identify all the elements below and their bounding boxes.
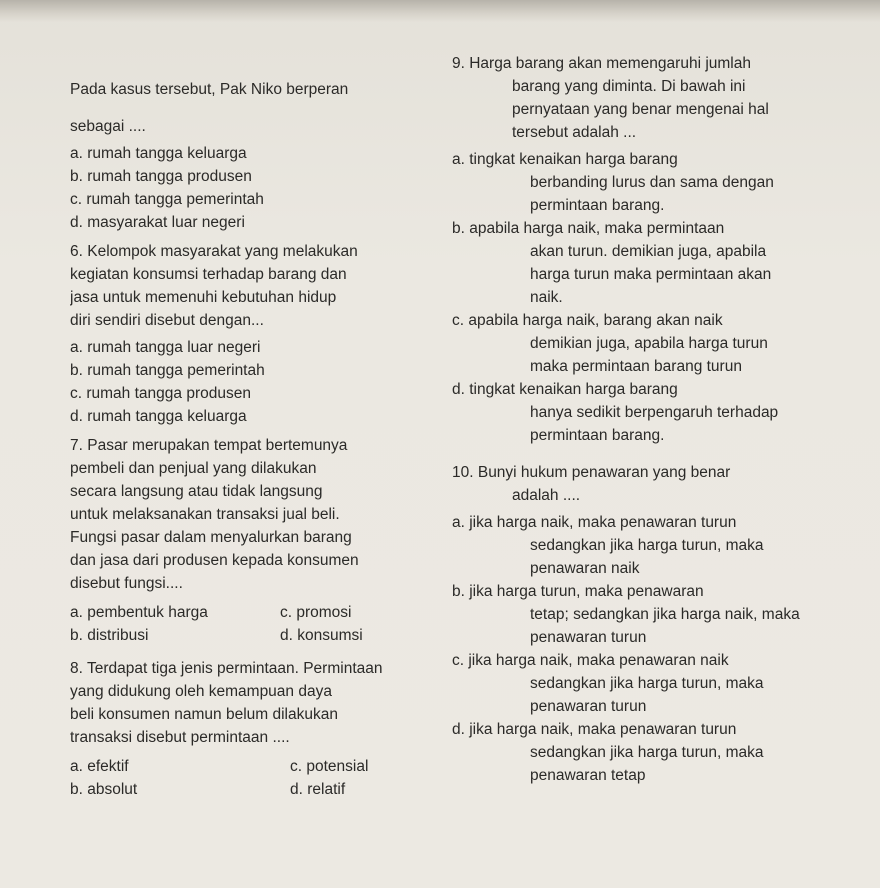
q7-option-b: b. distribusi: [70, 627, 149, 644]
q9-option-c-cont: demikian juga, apabila harga turun: [530, 335, 768, 352]
q6-option-a: a. rumah tangga luar negeri: [70, 339, 261, 356]
q10-option-c: c. jika harga naik, maka penawaran naik: [452, 652, 729, 669]
q5-option-a: a. rumah tangga keluarga: [70, 145, 247, 162]
q9-option-d: d. tingkat kenaikan harga barang: [452, 381, 678, 398]
q7-options-row-2: [70, 624, 440, 647]
q8-line: transaksi disebut permintaan ....: [70, 729, 290, 746]
q10-option-c-cont: penawaran turun: [530, 698, 647, 715]
left-column: [70, 78, 440, 801]
intro-line-2: sebagai ....: [70, 118, 146, 135]
q9-option-a-cont: permintaan barang.: [530, 197, 665, 214]
q7-line: disebut fungsi....: [70, 575, 183, 592]
q10-option-d: d. jika harga naik, maka penawaran turun: [452, 721, 737, 738]
q7-line: pembeli dan penjual yang dilakukan: [70, 460, 317, 477]
q9-line: tersebut adalah ...: [512, 124, 637, 141]
question-7: [70, 434, 440, 647]
question-9: [452, 52, 880, 447]
q8-options-row-1: [70, 755, 440, 778]
q9-option-a-cont: berbanding lurus dan sama dengan: [530, 174, 774, 191]
q9-option-a: a. tingkat kenaikan harga barang: [452, 151, 678, 168]
q5-option-c: c. rumah tangga pemerintah: [70, 191, 264, 208]
q6-line: jasa untuk memenuhi kebutuhan hidup: [70, 289, 337, 306]
q9-option-b-cont: harga turun maka permintaan akan: [530, 266, 772, 283]
q9-option-b: b. apabila harga naik, maka permintaan: [452, 220, 725, 237]
q9-line: pernyataan yang benar mengenai hal: [512, 101, 769, 118]
q7-option-c: c. promosi: [280, 604, 352, 621]
q9-option-d-cont: hanya sedikit berpengaruh terhadap: [530, 404, 779, 421]
q10-option-b-cont: penawaran turun: [530, 629, 647, 646]
q10-line: adalah ....: [512, 487, 581, 504]
q9-option-c-cont: maka permintaan barang turun: [530, 358, 742, 375]
q7-line: dan jasa dari produsen kepada konsumen: [70, 552, 359, 569]
q8-option-b: b. absolut: [70, 781, 138, 798]
question-8: [70, 657, 440, 801]
q8-options-row-2: [70, 778, 440, 801]
q9-option-b-cont: akan turun. demikian juga, apabila: [530, 243, 767, 260]
q8-option-a: a. efektif: [70, 758, 129, 775]
q8-option-d: d. relatif: [290, 781, 346, 798]
q6-line: diri sendiri disebut dengan...: [70, 312, 264, 329]
q5-option-b: b. rumah tangga produsen: [70, 168, 252, 185]
q10-option-b: b. jika harga turun, maka penawaran: [452, 583, 704, 600]
q8-line: beli konsumen namun belum dilakukan: [70, 706, 338, 723]
q7-line: secara langsung atau tidak langsung: [70, 483, 323, 500]
q10-option-b-cont: tetap; sedangkan jika harga naik, maka: [530, 606, 800, 623]
q9-line: 9. Harga barang akan memengaruhi jumlah: [452, 55, 751, 72]
q9-option-d-cont: permintaan barang.: [530, 427, 665, 444]
question-10: [452, 461, 880, 787]
q10-option-a: a. jika harga naik, maka penawaran turun: [452, 514, 737, 531]
q6-line: 6. Kelompok masyarakat yang melakukan: [70, 243, 358, 260]
q6-option-c: c. rumah tangga produsen: [70, 385, 251, 402]
q7-line: 7. Pasar merupakan tempat bertemunya: [70, 437, 348, 454]
torn-paper-edge: [0, 0, 880, 22]
q7-line: untuk melaksanakan transaksi jual beli.: [70, 506, 340, 523]
q10-line: 10. Bunyi hukum penawaran yang benar: [452, 464, 731, 481]
q6-option-d: d. rumah tangga keluarga: [70, 408, 247, 425]
q8-line: 8. Terdapat tiga jenis permintaan. Permintaan: [70, 660, 383, 677]
q6-option-b: b. rumah tangga pemerintah: [70, 362, 265, 379]
q9-line: barang yang diminta. Di bawah ini: [512, 78, 746, 95]
q10-option-a-cont: sedangkan jika harga turun, maka: [530, 537, 764, 554]
q8-option-c: c. potensial: [290, 758, 369, 775]
q10-option-d-cont: sedangkan jika harga turun, maka: [530, 744, 764, 761]
q5-option-d: d. masyarakat luar negeri: [70, 214, 245, 231]
q8-line: yang didukung oleh kemampuan daya: [70, 683, 332, 700]
q9-option-b-cont: naik.: [530, 289, 563, 306]
q7-option-a: a. pembentuk harga: [70, 604, 208, 621]
q10-option-a-cont: penawaran naik: [530, 560, 640, 577]
q10-option-d-cont: penawaran tetap: [530, 767, 646, 784]
q9-option-c: c. apabila harga naik, barang akan naik: [452, 312, 723, 329]
q7-option-d: d. konsumsi: [280, 627, 363, 644]
q7-options-row-1: [70, 601, 440, 624]
intro-line-1: Pada kasus tersebut, Pak Niko berperan: [70, 81, 349, 98]
question-6: [70, 240, 440, 428]
right-column: [452, 52, 880, 787]
q10-option-c-cont: sedangkan jika harga turun, maka: [530, 675, 764, 692]
q7-line: Fungsi pasar dalam menyalurkan barang: [70, 529, 352, 546]
q6-line: kegiatan konsumsi terhadap barang dan: [70, 266, 347, 283]
